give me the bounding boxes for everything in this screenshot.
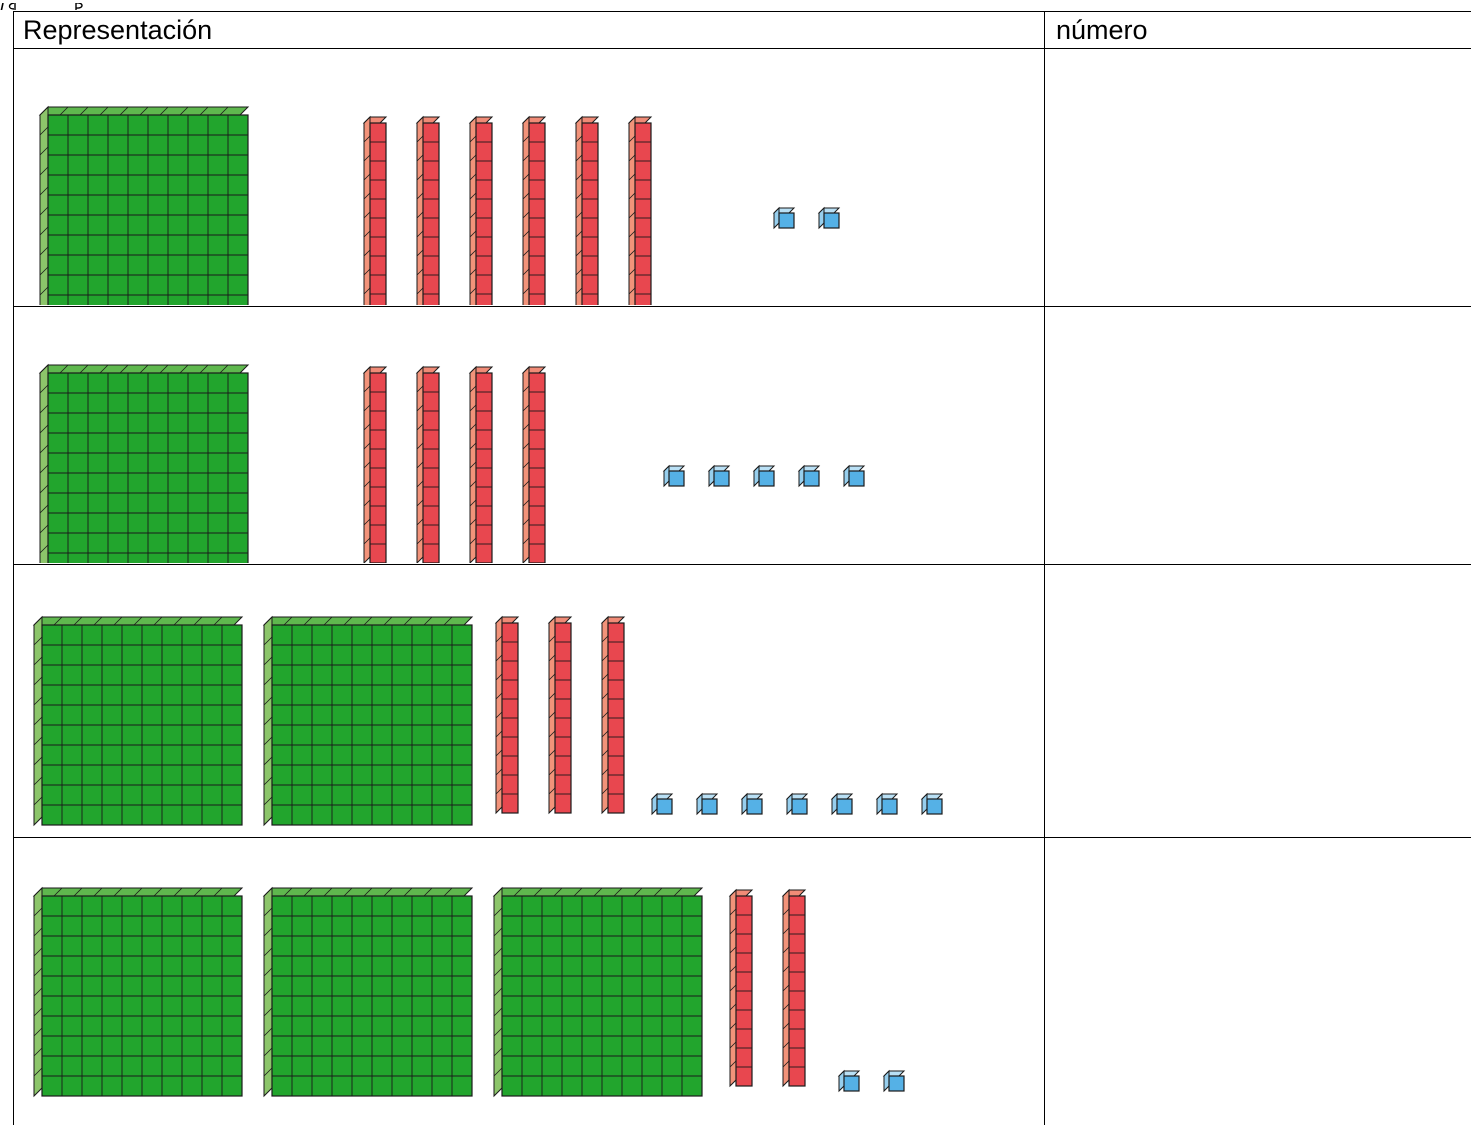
one-unit-cube (787, 794, 807, 814)
one-unit-cube (832, 794, 852, 814)
hundred-flat-block (40, 365, 248, 563)
number-answer-cell[interactable] (1045, 565, 1471, 838)
hundred-flat-block (34, 617, 242, 825)
hundred-flat-block (40, 107, 248, 305)
one-unit-cube (839, 1071, 859, 1091)
representation-blocks (14, 49, 1044, 305)
one-unit-cube (819, 208, 839, 228)
representation-cell (14, 838, 1045, 1125)
cropped-heading-fragment (0, 0, 100, 10)
number-answer-cell[interactable] (1045, 838, 1471, 1125)
ten-rod-block (549, 617, 571, 813)
number-answer-cell[interactable] (1045, 49, 1471, 307)
representation-blocks (14, 307, 1044, 563)
one-unit-cube (709, 466, 729, 486)
header-representation: Representación (14, 12, 1045, 49)
one-unit-cube (697, 794, 717, 814)
ten-rod-block (417, 367, 439, 563)
one-unit-cube (877, 794, 897, 814)
one-unit-cube (922, 794, 942, 814)
one-unit-cube (884, 1071, 904, 1091)
ten-rod-block (496, 617, 518, 813)
ten-rod-block (783, 890, 805, 1086)
representation-cell (14, 307, 1045, 565)
table-row (14, 307, 1471, 565)
representation-cell (14, 49, 1045, 307)
table-row (14, 49, 1471, 307)
ten-rod-block (523, 367, 545, 563)
ten-rod-block (576, 117, 598, 305)
ten-rod-block (602, 617, 624, 813)
ten-rod-block (523, 117, 545, 305)
table-row (14, 838, 1471, 1125)
one-unit-cube (844, 466, 864, 486)
representation-cell (14, 565, 1045, 838)
ten-rod-block (364, 367, 386, 563)
one-unit-cube (774, 208, 794, 228)
hundred-flat-block (264, 617, 472, 825)
header-number: número (1045, 12, 1471, 49)
base-ten-blocks-table (13, 11, 1471, 1125)
ten-rod-block (470, 367, 492, 563)
one-unit-cube (664, 466, 684, 486)
ten-rod-block (470, 117, 492, 305)
one-unit-cube (754, 466, 774, 486)
number-answer-cell[interactable] (1045, 307, 1471, 565)
one-unit-cube (652, 794, 672, 814)
cropped-heading-glyphs (0, 3, 100, 10)
header-row (14, 12, 1471, 49)
representation-blocks (14, 838, 1044, 1124)
hundred-flat-block (494, 888, 702, 1096)
ten-rod-block (417, 117, 439, 305)
one-unit-cube (799, 466, 819, 486)
representation-blocks (14, 565, 1044, 836)
ten-rod-block (730, 890, 752, 1086)
ten-rod-block (364, 117, 386, 305)
hundred-flat-block (34, 888, 242, 1096)
ten-rod-block (629, 117, 651, 305)
one-unit-cube (742, 794, 762, 814)
table-row (14, 565, 1471, 838)
hundred-flat-block (264, 888, 472, 1096)
